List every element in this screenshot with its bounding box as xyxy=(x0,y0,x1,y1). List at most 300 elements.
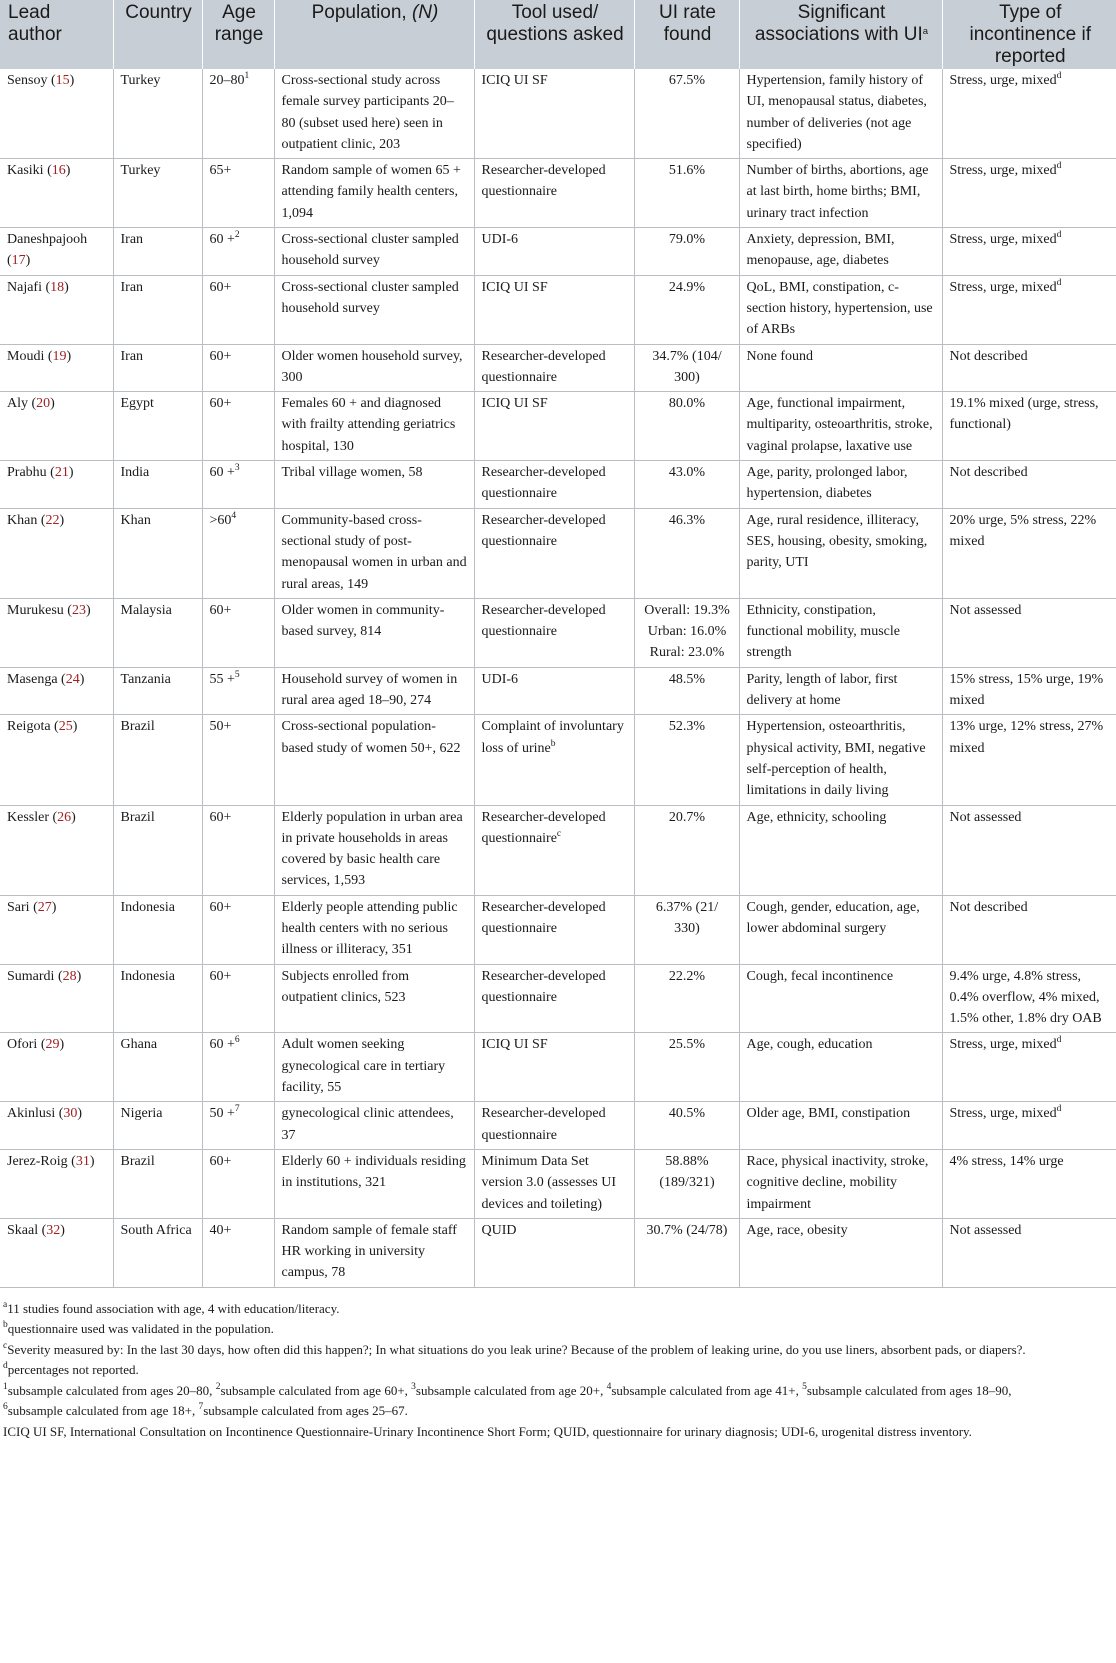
type-value: Stress, urge, mixed xyxy=(949,1037,1057,1053)
author-name: Jerez-Roig xyxy=(7,1153,68,1169)
cell-ui-rate: 20.7% xyxy=(634,805,739,895)
cell-lead-author: Reigota (25) xyxy=(0,715,113,805)
author-ref: 19 xyxy=(52,348,67,364)
author-name: Murukesu xyxy=(7,602,64,618)
cell-age-range xyxy=(202,667,274,715)
header-associations xyxy=(739,0,942,69)
footnote-sub5-text: subsample calculated from ages 18–90, xyxy=(806,1382,1012,1398)
table-row xyxy=(0,159,1116,228)
table-row xyxy=(0,715,1116,805)
cell-tool xyxy=(474,344,634,392)
age-value: 60+ xyxy=(209,968,232,984)
type-value: 4% stress, 14% urge xyxy=(949,1153,1064,1169)
footnote-c-mark: c xyxy=(3,1340,8,1351)
type-value: Not assessed xyxy=(949,1222,1022,1238)
cell-age-range xyxy=(202,1102,274,1150)
cell-lead-author: Daneshpajooh (17) xyxy=(0,228,113,276)
cell-tool xyxy=(474,69,634,159)
cell-population: Random sample of women 65 + attending family health centers, 1,094 xyxy=(274,159,474,228)
cell-lead-author: Sensoy (15) xyxy=(0,69,113,159)
type-footnote: d xyxy=(1056,277,1062,288)
cell-population: Random sample of female staff HR working in university campus, 78 xyxy=(274,1218,474,1287)
cell-ui-rate: 80.0% xyxy=(634,392,739,461)
author-ref: 17 xyxy=(11,253,26,269)
table-row xyxy=(0,1033,1116,1102)
author-ref: 23 xyxy=(71,602,86,618)
age-footnote: 6 xyxy=(234,1035,240,1046)
cell-ui-rate: 48.5% xyxy=(634,667,739,715)
cell-tool xyxy=(474,275,634,344)
type-footnote: d xyxy=(1056,161,1062,172)
author-ref: 24 xyxy=(65,671,80,687)
cell-age-range xyxy=(202,159,274,228)
age-footnote: 3 xyxy=(234,463,240,474)
tool-value: Minimum Data Set version 3.0 (assesses UI devices and toileting) xyxy=(481,1153,617,1212)
age-footnote: 7 xyxy=(234,1104,240,1115)
cell-ui-rate: Overall: 19.3% Urban: 16.0% Rural: 23.0% xyxy=(634,598,739,667)
cell-age-range xyxy=(202,392,274,461)
cell-population: Cross-sectional study across female survey participants 20–80 (subset used here) seen in outpatient clinic, 203 xyxy=(274,69,474,159)
cell-age-range xyxy=(202,598,274,667)
age-value: 60+ xyxy=(209,1153,232,1169)
footnote-b-text: questionnaire used was validated in the population. xyxy=(7,1321,274,1337)
type-value: Not described xyxy=(949,465,1028,481)
age-value: 60+ xyxy=(209,809,232,825)
footnote-sub6-mark: 6 xyxy=(3,1402,8,1413)
tool-value: ICIQ UI SF xyxy=(481,396,548,412)
cell-age-range xyxy=(202,69,274,159)
author-name: Sumardi xyxy=(7,968,55,984)
cell-country: Iran xyxy=(113,344,202,392)
table-row xyxy=(0,805,1116,895)
cell-incontinence-type xyxy=(942,1218,1116,1287)
type-value: Stress, urge, mixed xyxy=(949,163,1057,179)
cell-country: South Africa xyxy=(113,1218,202,1287)
footnote-sub4-mark: 4 xyxy=(606,1381,612,1392)
cell-associations: Parity, length of labor, first delivery at home xyxy=(739,667,942,715)
cell-associations: Cough, gender, education, age, lower abdominal surgery xyxy=(739,895,942,964)
cell-associations: Age, parity, prolonged labor, hypertension, diabetes xyxy=(739,461,942,509)
cell-ui-rate: 25.5% xyxy=(634,1033,739,1102)
table-row xyxy=(0,69,1116,159)
type-value: Stress, urge, mixed xyxy=(949,279,1057,295)
type-value: 15% stress, 15% urge, 19% mixed xyxy=(949,671,1104,709)
cell-incontinence-type xyxy=(942,1149,1116,1218)
tool-value: Researcher-developed questionnaire xyxy=(481,899,606,936)
cell-tool xyxy=(474,895,634,964)
header-associations-label: Significant associations with UI xyxy=(754,2,923,45)
header-lead-author: Lead author xyxy=(0,0,113,69)
cell-incontinence-type xyxy=(942,392,1116,461)
cell-associations: Hypertension, osteoarthritis, physical activity, BMI, negative self-perception of health, limitations in daily living xyxy=(739,715,942,805)
cell-ui-rate: 58.88% (189/321) xyxy=(634,1149,739,1218)
cell-associations: Age, race, obesity xyxy=(739,1218,942,1287)
footnote-d-mark: d xyxy=(3,1361,8,1372)
cell-population: Females 60 + and diagnosed with frailty attending geriatrics hospital, 130 xyxy=(274,392,474,461)
age-value: 55 + xyxy=(209,671,235,687)
cell-age-range xyxy=(202,1149,274,1218)
header-population xyxy=(274,0,474,69)
cell-country: Malaysia xyxy=(113,598,202,667)
age-footnote: 4 xyxy=(231,510,237,521)
cell-population: Elderly 60 + individuals residing in institutions, 321 xyxy=(274,1149,474,1218)
age-value: 60 + xyxy=(209,1037,235,1053)
cell-incontinence-type xyxy=(942,964,1116,1033)
table-row xyxy=(0,598,1116,667)
age-footnote: 5 xyxy=(234,669,240,680)
footnote-a xyxy=(0,1299,1116,1320)
footnote-subsamples-line2 xyxy=(0,1401,1116,1422)
author-ref: 25 xyxy=(58,719,73,735)
table-row xyxy=(0,1218,1116,1287)
cell-country: Turkey xyxy=(113,69,202,159)
cell-lead-author: Akinlusi (30) xyxy=(0,1102,113,1150)
type-footnote: d xyxy=(1056,1104,1062,1115)
author-name: Masenga xyxy=(7,671,58,687)
cell-population: Tribal village women, 58 xyxy=(274,461,474,509)
header-associations-sup: a xyxy=(922,26,929,37)
footnote-a-mark: a xyxy=(3,1299,8,1310)
tool-footnote: c xyxy=(556,828,562,839)
author-ref: 30 xyxy=(63,1106,78,1122)
cell-ui-rate: 51.6% xyxy=(634,159,739,228)
author-ref: 27 xyxy=(37,899,52,915)
type-footnote: d xyxy=(1056,230,1062,241)
cell-lead-author: Najafi (18) xyxy=(0,275,113,344)
age-value: 60 + xyxy=(209,465,235,481)
cell-lead-author: Masenga (24) xyxy=(0,667,113,715)
cell-country: Brazil xyxy=(113,805,202,895)
type-value: 19.1% mixed (urge, stress, functional) xyxy=(949,396,1099,433)
footnote-sub2-text: subsample calculated from age 60+, xyxy=(220,1382,412,1398)
cell-population: Subjects enrolled from outpatient clinics, 523 xyxy=(274,964,474,1033)
author-ref: 29 xyxy=(45,1037,60,1053)
table-row xyxy=(0,392,1116,461)
cell-country: Indonesia xyxy=(113,895,202,964)
tool-value: Researcher-developed questionnaire xyxy=(481,602,606,640)
cell-population: Cross-sectional cluster sampled household survey xyxy=(274,228,474,276)
type-value: Not described xyxy=(949,899,1028,915)
footnote-sub1-text: subsample calculated from ages 20–80, xyxy=(7,1382,216,1398)
cell-population: Elderly people attending public health centers with no serious illness or illiteracy, 351 xyxy=(274,895,474,964)
table-row xyxy=(0,508,1116,598)
cell-tool xyxy=(474,392,634,461)
footnote-sub5-mark: 5 xyxy=(802,1381,807,1392)
author-ref: 31 xyxy=(75,1153,90,1169)
cell-associations: Age, rural residence, illiteracy, SES, housing, obesity, smoking, parity, UTI xyxy=(739,508,942,598)
cell-associations: Anxiety, depression, BMI, menopause, age, diabetes xyxy=(739,228,942,276)
table-row xyxy=(0,895,1116,964)
footnote-b-mark: b xyxy=(3,1320,8,1331)
table-row xyxy=(0,228,1116,276)
cell-tool xyxy=(474,1149,634,1218)
footnote-sub3-text: subsample calculated from age 20+, xyxy=(415,1382,607,1398)
author-name: Moudi xyxy=(7,348,45,364)
footnote-c xyxy=(0,1340,1116,1361)
footnotes xyxy=(0,1288,1116,1443)
tool-value: Complaint of involuntary loss of urine xyxy=(481,719,624,756)
author-name: Skaal xyxy=(7,1222,39,1238)
cell-population: Community-based cross-sectional study of post-menopausal women in urban and rural areas, 149 xyxy=(274,508,474,598)
tool-value: Researcher-developed questionnaire xyxy=(481,809,606,846)
cell-lead-author: Sari (27) xyxy=(0,895,113,964)
tool-value: Researcher-developed questionnaire xyxy=(481,465,606,502)
cell-ui-rate: 67.5% xyxy=(634,69,739,159)
cell-associations: Age, cough, education xyxy=(739,1033,942,1102)
type-value: Stress, urge, mixed xyxy=(949,1106,1057,1122)
cell-ui-rate: 22.2% xyxy=(634,964,739,1033)
cell-associations: Ethnicity, constipation, functional mobility, muscle strength xyxy=(739,598,942,667)
cell-incontinence-type xyxy=(942,344,1116,392)
cell-tool xyxy=(474,715,634,805)
cell-incontinence-type xyxy=(942,69,1116,159)
cell-incontinence-type xyxy=(942,598,1116,667)
age-value: 60+ xyxy=(209,602,232,618)
footnote-abbreviations: ICIQ UI SF, International Consultation on Incontinence Questionnaire-Urinary Incontinence Short Form; QUID, questionnaire for urinary diagnosis; UDI-6, urogenital distress inventory. xyxy=(3,1423,972,1439)
type-value: Stress, urge, mixed xyxy=(949,73,1057,88)
cell-age-range xyxy=(202,805,274,895)
cell-ui-rate: 46.3% xyxy=(634,508,739,598)
footnote-a-text: 11 studies found association with age, 4 with education/literacy. xyxy=(7,1300,340,1316)
type-value: Not assessed xyxy=(949,809,1022,825)
cell-tool xyxy=(474,1102,634,1150)
table-row xyxy=(0,344,1116,392)
cell-incontinence-type xyxy=(942,715,1116,805)
tool-value: ICIQ UI SF xyxy=(481,279,548,295)
tool-value: Researcher-developed questionnaire xyxy=(481,512,606,549)
cell-lead-author: Khan (22) xyxy=(0,508,113,598)
table-row xyxy=(0,1102,1116,1150)
cell-lead-author: Jerez-Roig (31) xyxy=(0,1149,113,1218)
cell-country: Brazil xyxy=(113,1149,202,1218)
cell-country: Ghana xyxy=(113,1033,202,1102)
cell-tool xyxy=(474,1033,634,1102)
type-value: 9.4% urge, 4.8% stress, 0.4% overflow, 4% mixed, 1.5% other, 1.8% dry OAB xyxy=(949,968,1102,1027)
cell-lead-author: Ofori (29) xyxy=(0,1033,113,1102)
type-footnote: d xyxy=(1056,71,1062,81)
cell-incontinence-type xyxy=(942,805,1116,895)
header-row xyxy=(0,0,1116,69)
cell-ui-rate: 30.7% (24/78) xyxy=(634,1218,739,1287)
cell-tool xyxy=(474,461,634,509)
cell-country: Khan xyxy=(113,508,202,598)
tool-value: ICIQ UI SF xyxy=(481,1037,548,1053)
cell-incontinence-type xyxy=(942,667,1116,715)
header-ui-rate: UI rate found xyxy=(634,0,739,69)
author-name: Ofori xyxy=(7,1037,38,1053)
footnote-sub3-mark: 3 xyxy=(411,1381,416,1392)
footnote-d-text: percentages not reported. xyxy=(7,1362,139,1378)
cell-age-range xyxy=(202,461,274,509)
cell-incontinence-type xyxy=(942,461,1116,509)
tool-value: Researcher-developed questionnaire xyxy=(481,163,606,200)
cell-associations: Age, functional impairment, multiparity, osteoarthritis, stroke, vaginal prolapse, laxative use xyxy=(739,392,942,461)
header-tool: Tool used/ questions asked xyxy=(474,0,634,69)
cell-country: India xyxy=(113,461,202,509)
cell-lead-author: Aly (20) xyxy=(0,392,113,461)
type-value: 20% urge, 5% stress, 22% mixed xyxy=(949,512,1097,549)
type-value: 13% urge, 12% stress, 27% mixed xyxy=(949,719,1104,756)
cell-age-range xyxy=(202,344,274,392)
age-value: 60+ xyxy=(209,899,232,915)
cell-ui-rate: 40.5% xyxy=(634,1102,739,1150)
author-ref: 21 xyxy=(54,465,69,481)
cell-country: Nigeria xyxy=(113,1102,202,1150)
footnote-sub6-text: subsample calculated from age 18+, xyxy=(7,1403,199,1419)
author-ref: 15 xyxy=(55,73,70,88)
cell-associations: Older age, BMI, constipation xyxy=(739,1102,942,1150)
author-name: Sensoy xyxy=(7,73,48,88)
age-value: 60 + xyxy=(209,232,235,248)
cell-lead-author: Skaal (32) xyxy=(0,1218,113,1287)
cell-lead-author: Prabhu (21) xyxy=(0,461,113,509)
footnote-d xyxy=(0,1360,1116,1381)
cell-incontinence-type xyxy=(942,895,1116,964)
header-incontinence-type: Type of incontinence if reported xyxy=(942,0,1116,69)
header-population-label: Population, xyxy=(311,2,412,23)
cell-country: Tanzania xyxy=(113,667,202,715)
cell-country: Egypt xyxy=(113,392,202,461)
author-name: Reigota xyxy=(7,719,51,735)
cell-population: Elderly population in urban area in private households in areas covered by basic health care services, 1,593 xyxy=(274,805,474,895)
cell-age-range xyxy=(202,228,274,276)
tool-value: ICIQ UI SF xyxy=(481,73,548,88)
cell-population: Older women household survey, 300 xyxy=(274,344,474,392)
author-ref: 28 xyxy=(62,968,77,984)
age-value: 60+ xyxy=(209,396,232,412)
cell-associations: Age, ethnicity, schooling xyxy=(739,805,942,895)
cell-tool xyxy=(474,159,634,228)
cell-tool xyxy=(474,508,634,598)
cell-ui-rate: 43.0% xyxy=(634,461,739,509)
cell-age-range xyxy=(202,508,274,598)
tool-value: Researcher-developed questionnaire xyxy=(481,348,606,385)
age-value: 40+ xyxy=(209,1222,232,1238)
cell-age-range xyxy=(202,964,274,1033)
type-value: Not described xyxy=(949,348,1028,364)
cell-tool xyxy=(474,598,634,667)
cell-tool xyxy=(474,1218,634,1287)
cell-population: Cross-sectional cluster sampled household survey xyxy=(274,275,474,344)
age-footnote: 2 xyxy=(234,230,240,241)
cell-associations: Number of births, abortions, age at last birth, home births; BMI, urinary tract infection xyxy=(739,159,942,228)
author-name: Kasiki xyxy=(7,163,44,179)
cell-age-range xyxy=(202,1033,274,1102)
cell-ui-rate: 24.9% xyxy=(634,275,739,344)
cell-population: gynecological clinic attendees, 37 xyxy=(274,1102,474,1150)
author-name: Akinlusi xyxy=(7,1106,56,1122)
cell-population: Household survey of women in rural area aged 18–90, 274 xyxy=(274,667,474,715)
cell-country: Indonesia xyxy=(113,964,202,1033)
cell-tool xyxy=(474,228,634,276)
author-ref: 20 xyxy=(36,396,51,412)
cell-tool xyxy=(474,805,634,895)
cell-associations: Cough, fecal incontinence xyxy=(739,964,942,1033)
footnote-sub7-text: subsample calculated from ages 25–67. xyxy=(203,1403,408,1419)
table-row xyxy=(0,1149,1116,1218)
table-row xyxy=(0,275,1116,344)
cell-age-range xyxy=(202,715,274,805)
cell-country: Iran xyxy=(113,228,202,276)
cell-associations: None found xyxy=(739,344,942,392)
cell-ui-rate: 52.3% xyxy=(634,715,739,805)
header-country: Country xyxy=(113,0,202,69)
author-ref: 26 xyxy=(57,809,72,825)
cell-ui-rate: 6.37% (21/ 330) xyxy=(634,895,739,964)
author-name: Aly xyxy=(7,396,28,412)
footnote-sub2-mark: 2 xyxy=(215,1381,221,1392)
tool-value: UDI-6 xyxy=(481,671,519,687)
cell-lead-author: Murukesu (23) xyxy=(0,598,113,667)
header-population-n: (N) xyxy=(411,2,439,23)
footnote-sub4-text: subsample calculated from age 41+, xyxy=(611,1382,803,1398)
cell-country: Iran xyxy=(113,275,202,344)
author-name: Khan xyxy=(7,512,38,528)
table-body xyxy=(0,69,1116,1287)
age-value: 60+ xyxy=(209,348,232,364)
cell-lead-author: Moudi (19) xyxy=(0,344,113,392)
table-row xyxy=(0,964,1116,1033)
cell-population: Older women in community-based survey, 814 xyxy=(274,598,474,667)
author-ref: 18 xyxy=(50,279,65,295)
cell-associations: Hypertension, family history of UI, menopausal status, diabetes, number of deliveries (not age specified) xyxy=(739,69,942,159)
cell-lead-author: Sumardi (28) xyxy=(0,964,113,1033)
author-name: Prabhu xyxy=(7,465,47,481)
cell-associations: QoL, BMI, constipation, c-section history, hypertension, use of ARBs xyxy=(739,275,942,344)
age-value: >60 xyxy=(209,512,232,528)
cell-incontinence-type xyxy=(942,275,1116,344)
cell-population: Adult women seeking gynecological care in tertiary facility, 55 xyxy=(274,1033,474,1102)
table-row xyxy=(0,461,1116,509)
age-footnote: 1 xyxy=(244,71,250,81)
footnote-c-text: Severity measured by: In the last 30 days, how often did this happen?; In what situations do you leak urine? Because of the problem of leaking urine, do you use liners, absorbent pads, or diapers?. xyxy=(7,1341,1026,1357)
table-row xyxy=(0,667,1116,715)
author-name: Najafi xyxy=(7,279,42,295)
author-name: Sari xyxy=(7,899,30,915)
author-name: Daneshpajooh xyxy=(7,232,88,248)
cell-age-range xyxy=(202,895,274,964)
cell-ui-rate: 79.0% xyxy=(634,228,739,276)
footnote-subsamples-line1 xyxy=(0,1381,1116,1402)
author-ref: 16 xyxy=(51,163,66,179)
age-value: 50 + xyxy=(209,1106,235,1122)
cell-lead-author: Kasiki (16) xyxy=(0,159,113,228)
type-footnote: d xyxy=(1056,1035,1062,1046)
age-value: 60+ xyxy=(209,279,232,295)
cell-lead-author: Kessler (26) xyxy=(0,805,113,895)
author-ref: 32 xyxy=(46,1222,61,1238)
cell-incontinence-type xyxy=(942,1102,1116,1150)
author-ref: 22 xyxy=(45,512,60,528)
type-value: Not assessed xyxy=(949,602,1022,618)
footnote-sub7-mark: 7 xyxy=(198,1402,204,1413)
author-name: Kessler xyxy=(7,809,49,825)
age-value: 20–80 xyxy=(209,73,245,88)
tool-footnote: b xyxy=(550,738,556,749)
cell-country: Turkey xyxy=(113,159,202,228)
cell-ui-rate: 34.7% (104/ 300) xyxy=(634,344,739,392)
cell-incontinence-type xyxy=(942,159,1116,228)
tool-value: Researcher-developed questionnaire xyxy=(481,968,606,1005)
age-value: 65+ xyxy=(209,163,232,179)
cell-incontinence-type xyxy=(942,508,1116,598)
cell-age-range xyxy=(202,1218,274,1287)
tool-value: UDI-6 xyxy=(481,232,519,248)
cell-tool xyxy=(474,964,634,1033)
footnote-b xyxy=(0,1319,1116,1340)
cell-population: Cross-sectional population-based study of women 50+, 622 xyxy=(274,715,474,805)
age-value: 50+ xyxy=(209,719,232,735)
